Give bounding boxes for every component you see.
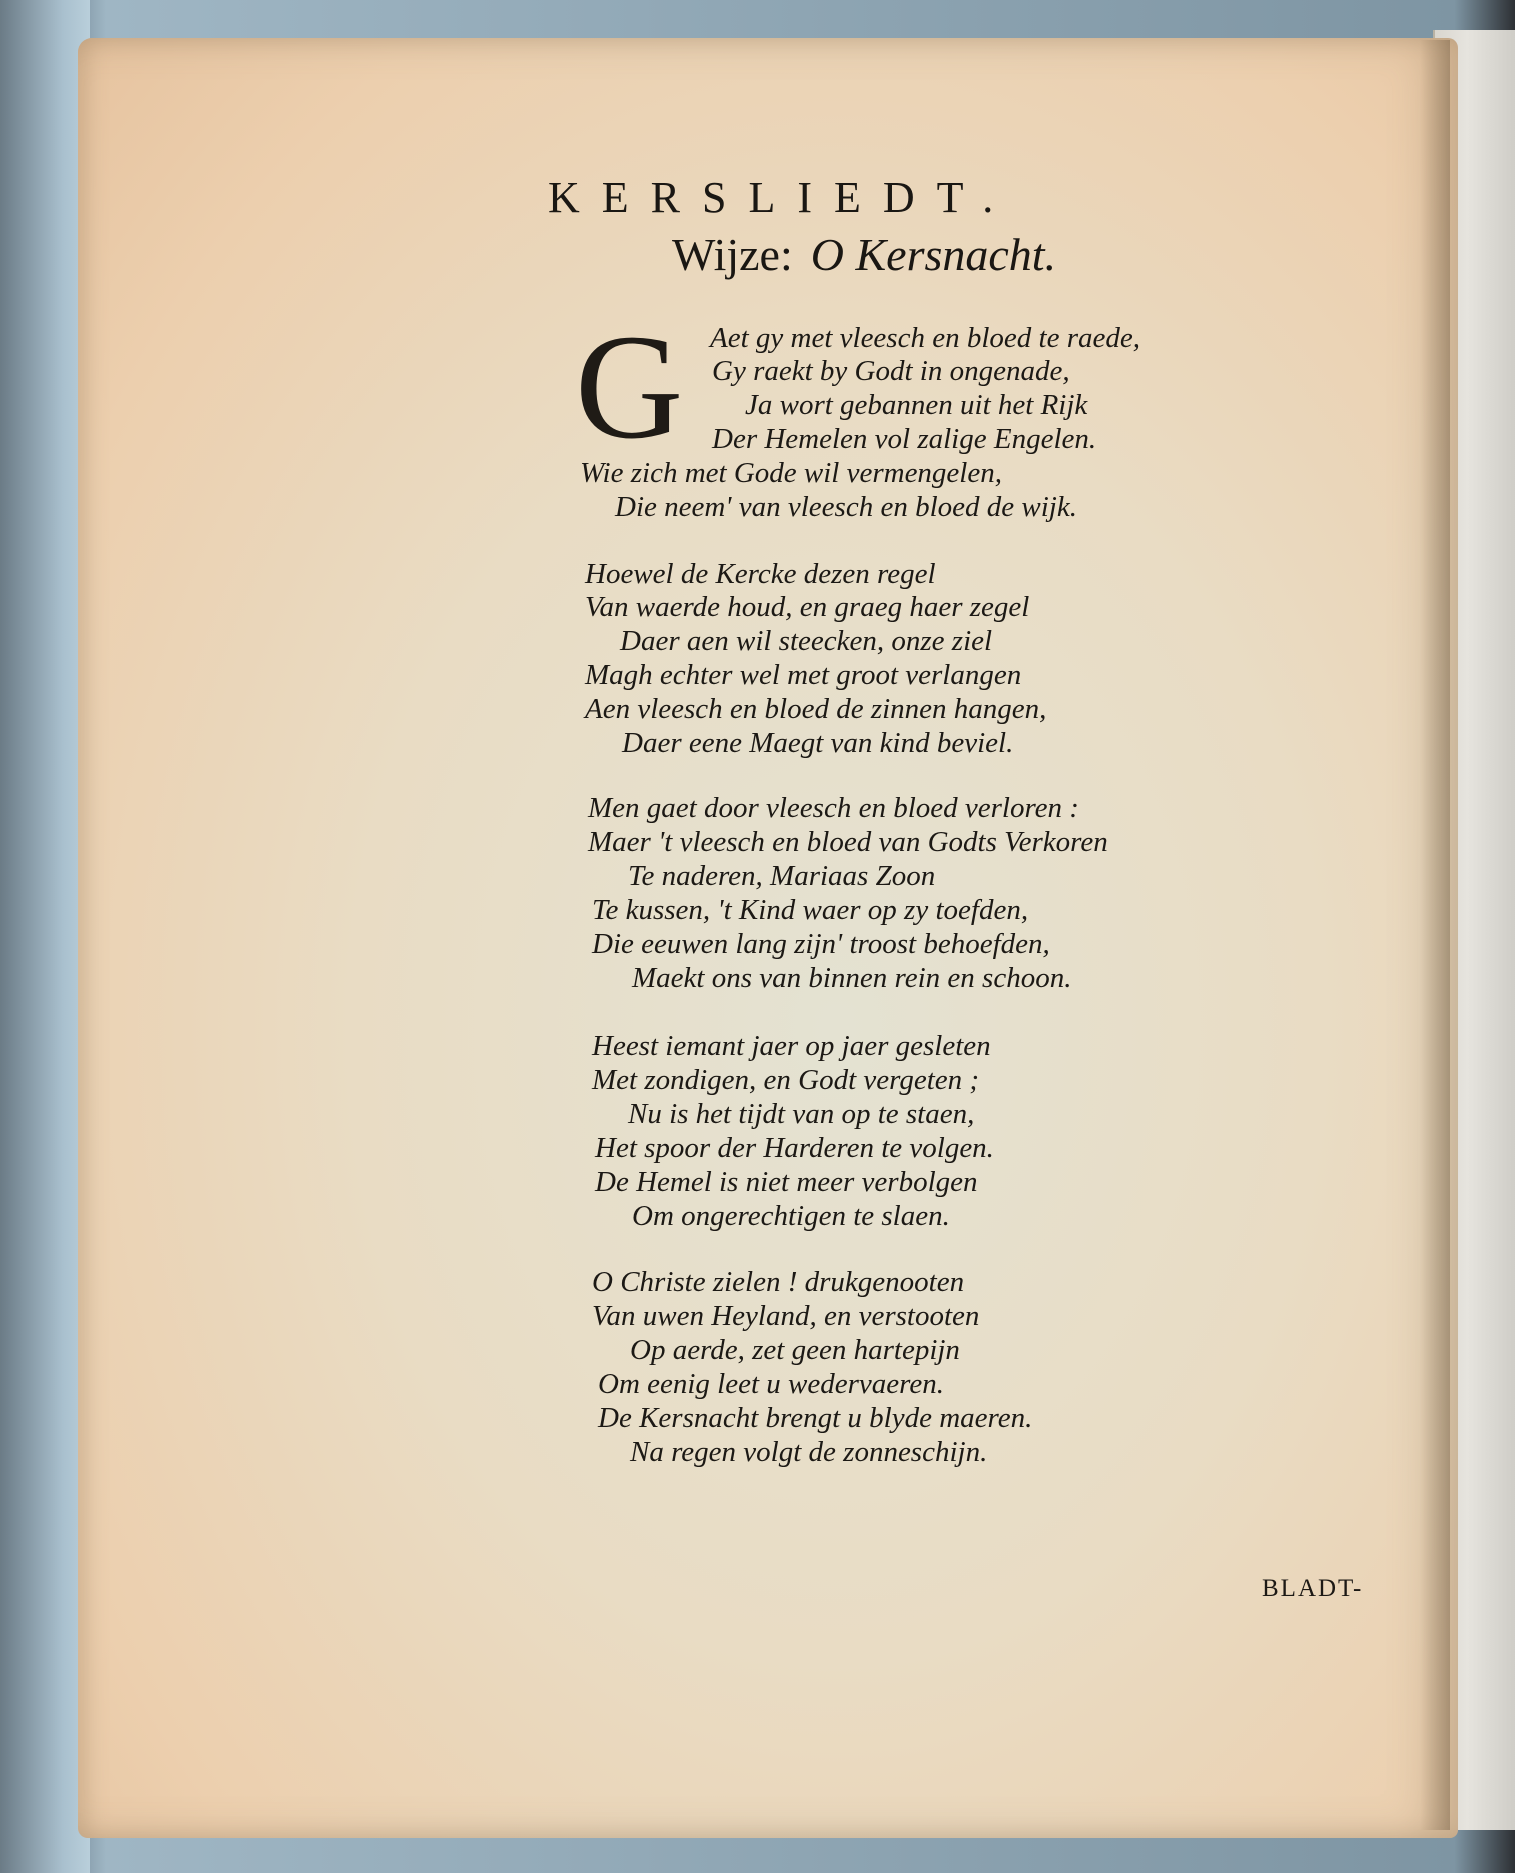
verse-line: Na regen volgt de zonneschijn. bbox=[630, 1436, 988, 1468]
verse-line: Om eenig leet u wedervaeren. bbox=[598, 1368, 944, 1400]
tune-name: O Kersnacht. bbox=[810, 229, 1057, 280]
verse-line: Van waerde houd, en graeg haer zegel bbox=[585, 591, 1030, 623]
verse-line: Heest iemant jaer op jaer gesleten bbox=[592, 1030, 991, 1062]
tune-label: Wijze: bbox=[672, 229, 793, 280]
verse-line: De Hemel is niet meer verbolgen bbox=[595, 1166, 978, 1198]
verse-line: De Kersnacht brengt u blyde maeren. bbox=[598, 1402, 1033, 1434]
verse-line: Met zondigen, en Godt vergeten ; bbox=[592, 1064, 980, 1096]
verse-line: O Christe zielen ! drukgenooten bbox=[592, 1266, 965, 1298]
verse-line: Te naderen, Mariaas Zoon bbox=[628, 860, 936, 892]
verse-line: Aen vleesch en bloed de zinnen hangen, bbox=[585, 693, 1047, 725]
catchword: BLADT- bbox=[1262, 1575, 1364, 1602]
verse-line: Men gaet door vleesch en bloed verloren : bbox=[588, 792, 1079, 824]
drop-capital: G bbox=[575, 304, 684, 470]
verse-line: Te kussen, 't Kind waer op zy toefden, bbox=[592, 894, 1029, 926]
page-title: KERSLIEDT. bbox=[548, 173, 1016, 222]
verse-line: Wie zich met Gode wil vermengelen, bbox=[580, 457, 1002, 489]
verse-line: Aet gy met vleesch en bloed te raede, bbox=[710, 322, 1140, 354]
verse-line: Maer 't vleesch en bloed van Godts Verkoren bbox=[588, 826, 1108, 858]
verse-line: Magh echter wel met groot verlangen bbox=[585, 659, 1022, 691]
verse-line: Ja wort gebannen uit het Rijk bbox=[745, 389, 1088, 421]
verse-line: Maekt ons van binnen rein en schoon. bbox=[632, 962, 1072, 994]
verse-line: Die neem' van vleesch en bloed de wijk. bbox=[615, 491, 1077, 523]
verse-line: Gy raekt by Godt in ongenade, bbox=[712, 355, 1070, 387]
verse-line: Die eeuwen lang zijn' troost behoefden, bbox=[592, 928, 1050, 960]
verse-line: Om ongerechtigen te slaen. bbox=[632, 1200, 950, 1232]
verse-line: Hoewel de Kercke dezen regel bbox=[585, 558, 936, 590]
verse-line: Der Hemelen vol zalige Engelen. bbox=[712, 423, 1097, 455]
verse-line: Van uwen Heyland, en verstooten bbox=[592, 1300, 980, 1332]
verse-line: Het spoor der Harderen te volgen. bbox=[595, 1132, 994, 1164]
verse-line: Nu is het tijdt van op te staen, bbox=[628, 1098, 975, 1130]
verse-line: Daer aen wil steecken, onze ziel bbox=[620, 625, 993, 657]
verse-line: Op aerde, zet geen hartepijn bbox=[630, 1334, 960, 1366]
verse-line: Daer eene Maegt van kind beviel. bbox=[622, 727, 1014, 759]
tune-line bbox=[672, 228, 1056, 281]
